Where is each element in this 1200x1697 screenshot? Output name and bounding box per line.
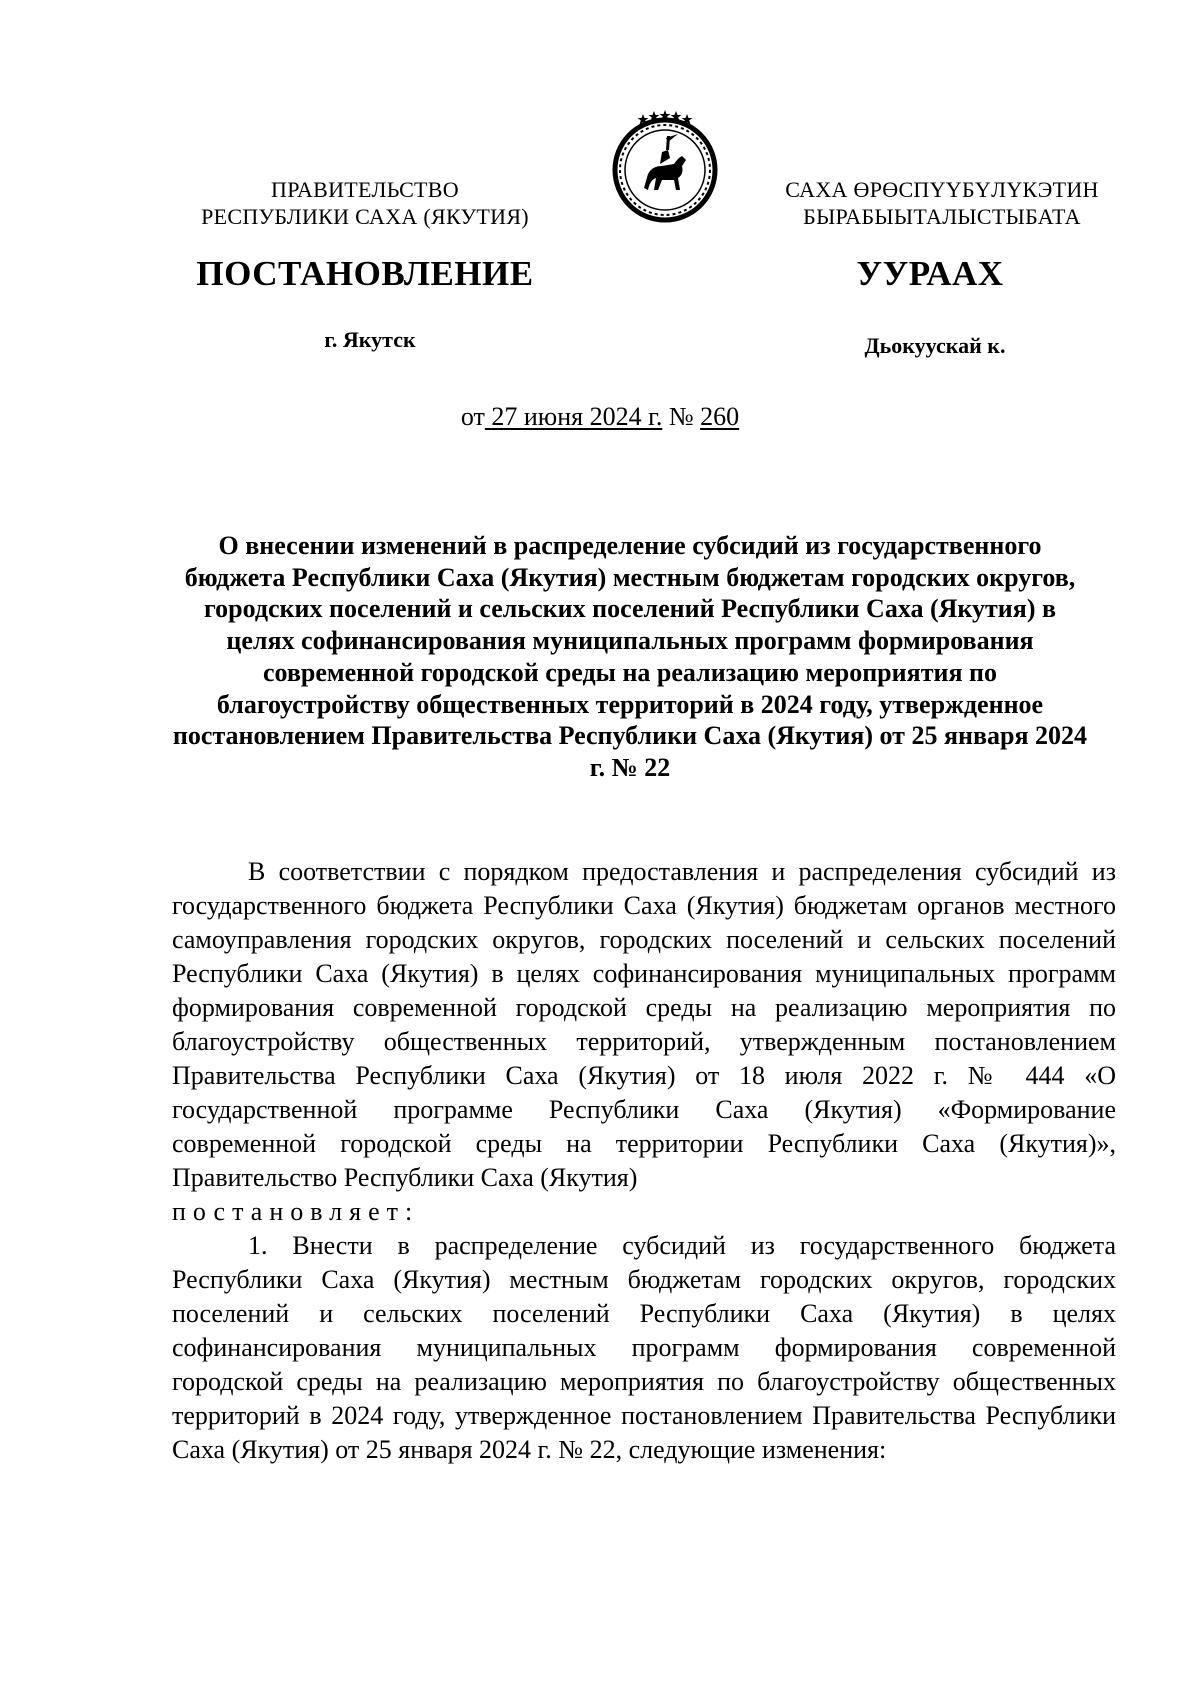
document-body [172, 855, 1116, 1467]
document-date-number [300, 402, 900, 432]
document-type-sakha: УУРААХ [856, 254, 1004, 293]
document-date [485, 402, 662, 431]
government-title-sakha-line1: САХА ӨРӨСПҮҮБҮЛҮКЭТИН [785, 177, 1099, 202]
emblem-icon [604, 108, 726, 226]
date-prefix: от [460, 402, 485, 431]
document-title: О внесении изменений в распределение субсидий из государственного бюджета Республики Саха (Якутия) местным бюджетам городских округов, городских поселений и сельских поселений Республики Саха (Якутия) в целях софинансирования муниципальных программ формирования современной городской среды на реализацию мероприятия по благоустройству общественных территорий в 2024 году, утвержденное постановлением Правительства Республики Саха (Якутия) от 25 января 2024 г. № 22 [172, 531, 1088, 782]
document-number: 260 [700, 402, 740, 431]
government-title-sakha-line2: БЫРАБЫЫТАЛЫСТЫБАТА [803, 204, 1081, 229]
city-russian: г. Якутск [324, 327, 416, 352]
city-sakha: Дьокуускай к. [864, 333, 1006, 358]
document-type-russian: ПОСТАНОВЛЕНИЕ [196, 254, 534, 293]
preamble-paragraph: В соответствии с порядком предоставления и распределения субсидий из государственного бюджета Республики Саха (Якутия) бюджетам органов местного самоуправления городских округов, городских поселений и сельских поселений Республики Саха (Якутия) в целях софинансирования муниципальных программ формирования современной городской среды на реализацию мероприятия по благоустройству общественных территорий, утвержденным постановлением Правительства Республики Саха (Якутия) от 18 июля 2022 г. № 444 «О государственной программе Республики Саха (Якутия) «Формирование современной городской среды на территории Республики Саха (Якутия)», Правительство Республики Саха (Якутия) [172, 857, 1116, 1192]
document-date-value: 27 июня 2024 г. [491, 402, 663, 431]
number-sign: № [668, 402, 694, 431]
government-title-line2: РЕСПУБЛИКИ САХА (ЯКУТИЯ) [201, 204, 529, 229]
header-right [742, 176, 1142, 230]
header-left [170, 176, 560, 230]
clause-1-paragraph: 1. Внести в распределение субсидий из государственного бюджета Республики Саха (Якутия) местным бюджетам городских округов, городских поселений и сельских поселений Республики Саха (Якутия) в целях софинансирования муниципальных программ формирования современной городской среды на реализацию мероприятия по благоустройству общественных территорий в 2024 году, утвержденное постановлением Правительства Республики Саха (Якутия) от 25 января 2024 г. № 22, следующие изменения: [172, 1231, 1116, 1464]
resolves-word: постановляет: [172, 1197, 420, 1226]
coat-of-arms-emblem [604, 108, 726, 226]
government-title-line1: ПРАВИТЕЛЬСТВО [271, 177, 459, 202]
